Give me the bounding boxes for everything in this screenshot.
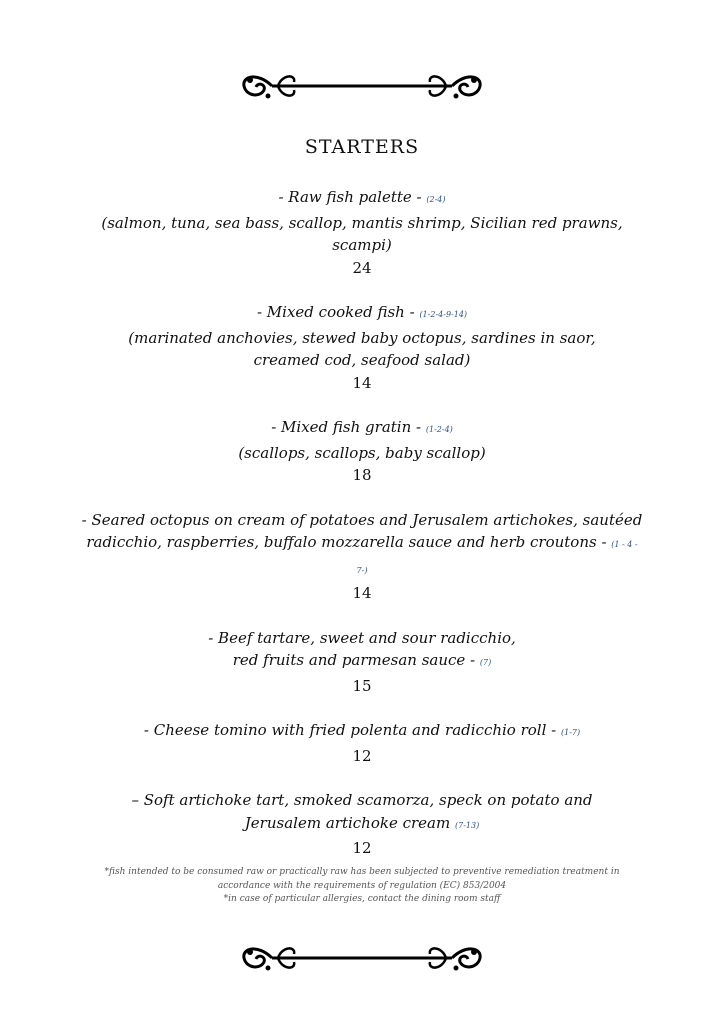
menu-item-mixed-fish-gratin — [100, 416, 624, 487]
menu-item-name-line — [80, 719, 644, 745]
menu-item-description: (scallops, scallops, baby scallop) — [238, 443, 486, 462]
menu-item-price: 15 — [352, 676, 372, 695]
menu-item-beef-tartare — [100, 627, 624, 698]
menu-item-description: (salmon, tuna, sea bass, scallop, mantis shrimp, Sicilian red prawns, scampi) — [101, 213, 623, 254]
allergen-codes: (1-2-4-9-14) — [419, 310, 468, 319]
allergen-codes: (2-4) — [426, 195, 446, 204]
menu-item-name-line — [80, 509, 644, 583]
menu-list — [81, 186, 643, 882]
menu-item-price: 14 — [352, 373, 372, 392]
menu-item-name-line — [100, 301, 624, 327]
menu-item-seared-octopus — [80, 509, 644, 605]
menu-item-name: - Mixed cooked fish - — [256, 303, 420, 321]
menu-item-name: – Soft artichoke tart, smoked scamorza, speck on potato and Jerusalem artichoke cream — [131, 791, 593, 832]
raw-fish-footnote: *fish intended to be consumed raw or practically raw has been subjected to preventive remediation treatment in accordance with the requirements of regulation (EC) 853/2004 — [104, 867, 620, 891]
menu-item-name-line-1: - Beef tartare, sweet and sour radicchio, — [208, 628, 516, 647]
menu-item-mixed-cooked-fish — [100, 301, 624, 394]
menu-item-price: 24 — [352, 258, 372, 277]
menu-item-name-line — [100, 186, 624, 212]
allergen-codes: (1 - 4 - 7-) — [356, 540, 638, 575]
menu-item-description: (marinated anchovies, stewed baby octopus, sardines in saor, creamed cod, seafood salad) — [128, 328, 596, 369]
menu-item-name-line — [100, 416, 624, 442]
allergen-codes: (7-13) — [454, 820, 480, 830]
page-title: STARTERS — [304, 136, 420, 158]
allergen-codes: (7) — [479, 658, 492, 667]
menu-item-name: - Seared octopus on cream of potatoes and Jerusalem artichokes, sautéed radicchio, raspberries, buffalo mozzarella sauce and herb croutons - — [81, 510, 643, 551]
menu-item-price: 12 — [352, 839, 372, 857]
footnotes — [80, 866, 644, 907]
ornamental-divider-icon — [238, 940, 486, 976]
menu-item-name-line — [100, 789, 624, 837]
allergen-codes: (1-2-4) — [425, 425, 453, 434]
menu-item-name: - Mixed fish gratin - — [271, 418, 426, 436]
allergy-footnote: *in case of particular allergies, contact the dining room staff — [223, 894, 501, 904]
allergen-codes: (1-7) — [561, 728, 581, 737]
menu-item-cheese-tomino — [80, 719, 644, 767]
menu-item-name-line — [100, 649, 624, 675]
menu-item-artichoke-tart — [100, 789, 624, 860]
menu-item-name: - Cheese tomino with fried polenta and radicchio roll - — [143, 721, 561, 739]
menu-item-raw-fish-palette — [100, 186, 624, 279]
menu-item-price: 14 — [352, 584, 372, 602]
menu-item-price: 18 — [352, 466, 372, 484]
menu-item-name: - Raw fish palette - — [278, 188, 427, 206]
ornamental-divider-icon — [238, 68, 486, 104]
menu-item-price: 12 — [352, 746, 372, 765]
menu-item-name-line-2: red fruits and parmesan sauce - — [232, 651, 480, 669]
